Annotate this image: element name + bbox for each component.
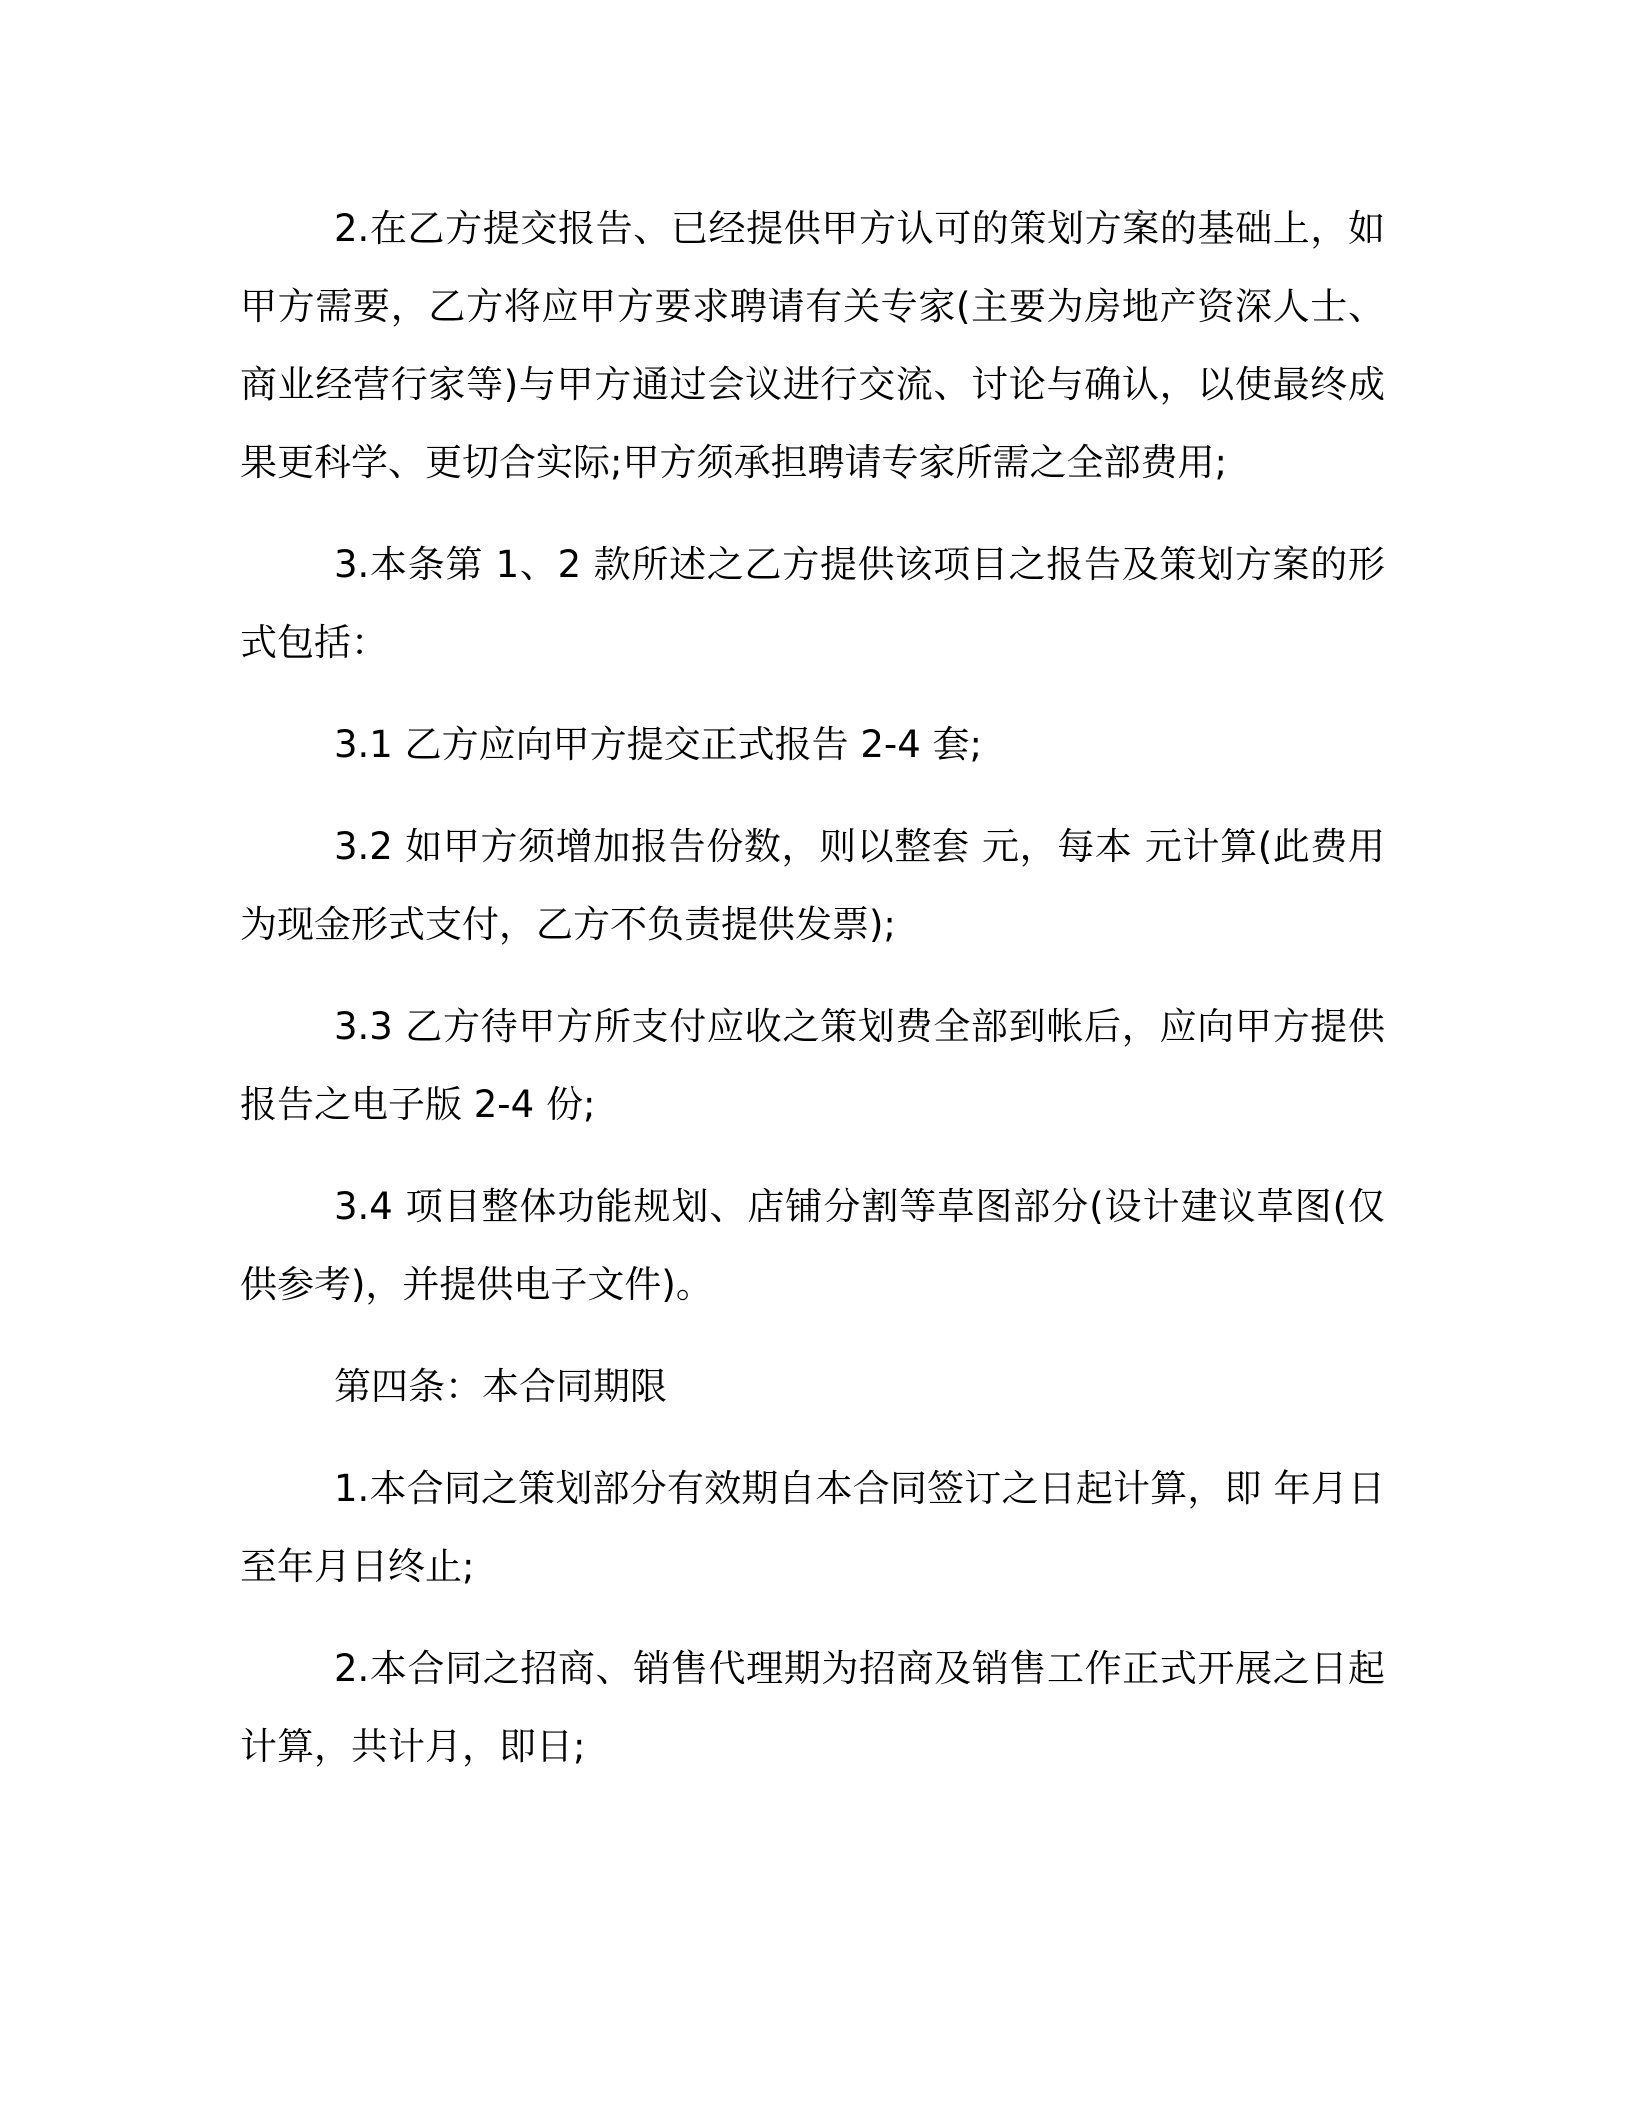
paragraph-sketches: 3.4 项目整体功能规划、店铺分割等草图部分(设计建议草图(仅供参考)，并提供电子文件)。 [240,1185,1385,1306]
paragraph-agency-term: 2.本合同之招商、销售代理期为招商及销售工作正式开展之日起计算，共计月，即日; [240,1647,1385,1768]
paragraph-planning-term: 1.本合同之策划部分有效期自本合同签订之日起计算，即 年月日至年月日终止; [240,1467,1385,1588]
document-body [240,190,1385,1810]
paragraph-expert-consultation: 2.在乙方提交报告、已经提供甲方认可的策划方案的基础上，如甲方需要，乙方将应甲方要求聘请有关专家(主要为房地产资深人士、商业经营行家等)与甲方通过会议进行交流、讨论与确认，以使最终成果更科学、更切合实际;甲方须承担聘请专家所需之全部费用; [240,207,1385,484]
paragraph-delivery-forms: 3.本条第 1、2 款所述之乙方提供该项目之报告及策划方案的形式包括： [240,543,1385,664]
paragraph-extra-copies: 3.2 如甲方须增加报告份数，则以整套 元，每本 元计算(此费用为现金形式支付，乙方不负责提供发票); [240,825,1385,946]
paragraph-electronic-version: 3.3 乙方待甲方所支付应收之策划费全部到帐后，应向甲方提供报告之电子版 2-4 份; [240,1005,1385,1126]
section-heading-contract-term: 第四条：本合同期限 [334,1365,667,1408]
paragraph-formal-report: 3.1 乙方应向甲方提交正式报告 2-4 套; [334,723,983,766]
